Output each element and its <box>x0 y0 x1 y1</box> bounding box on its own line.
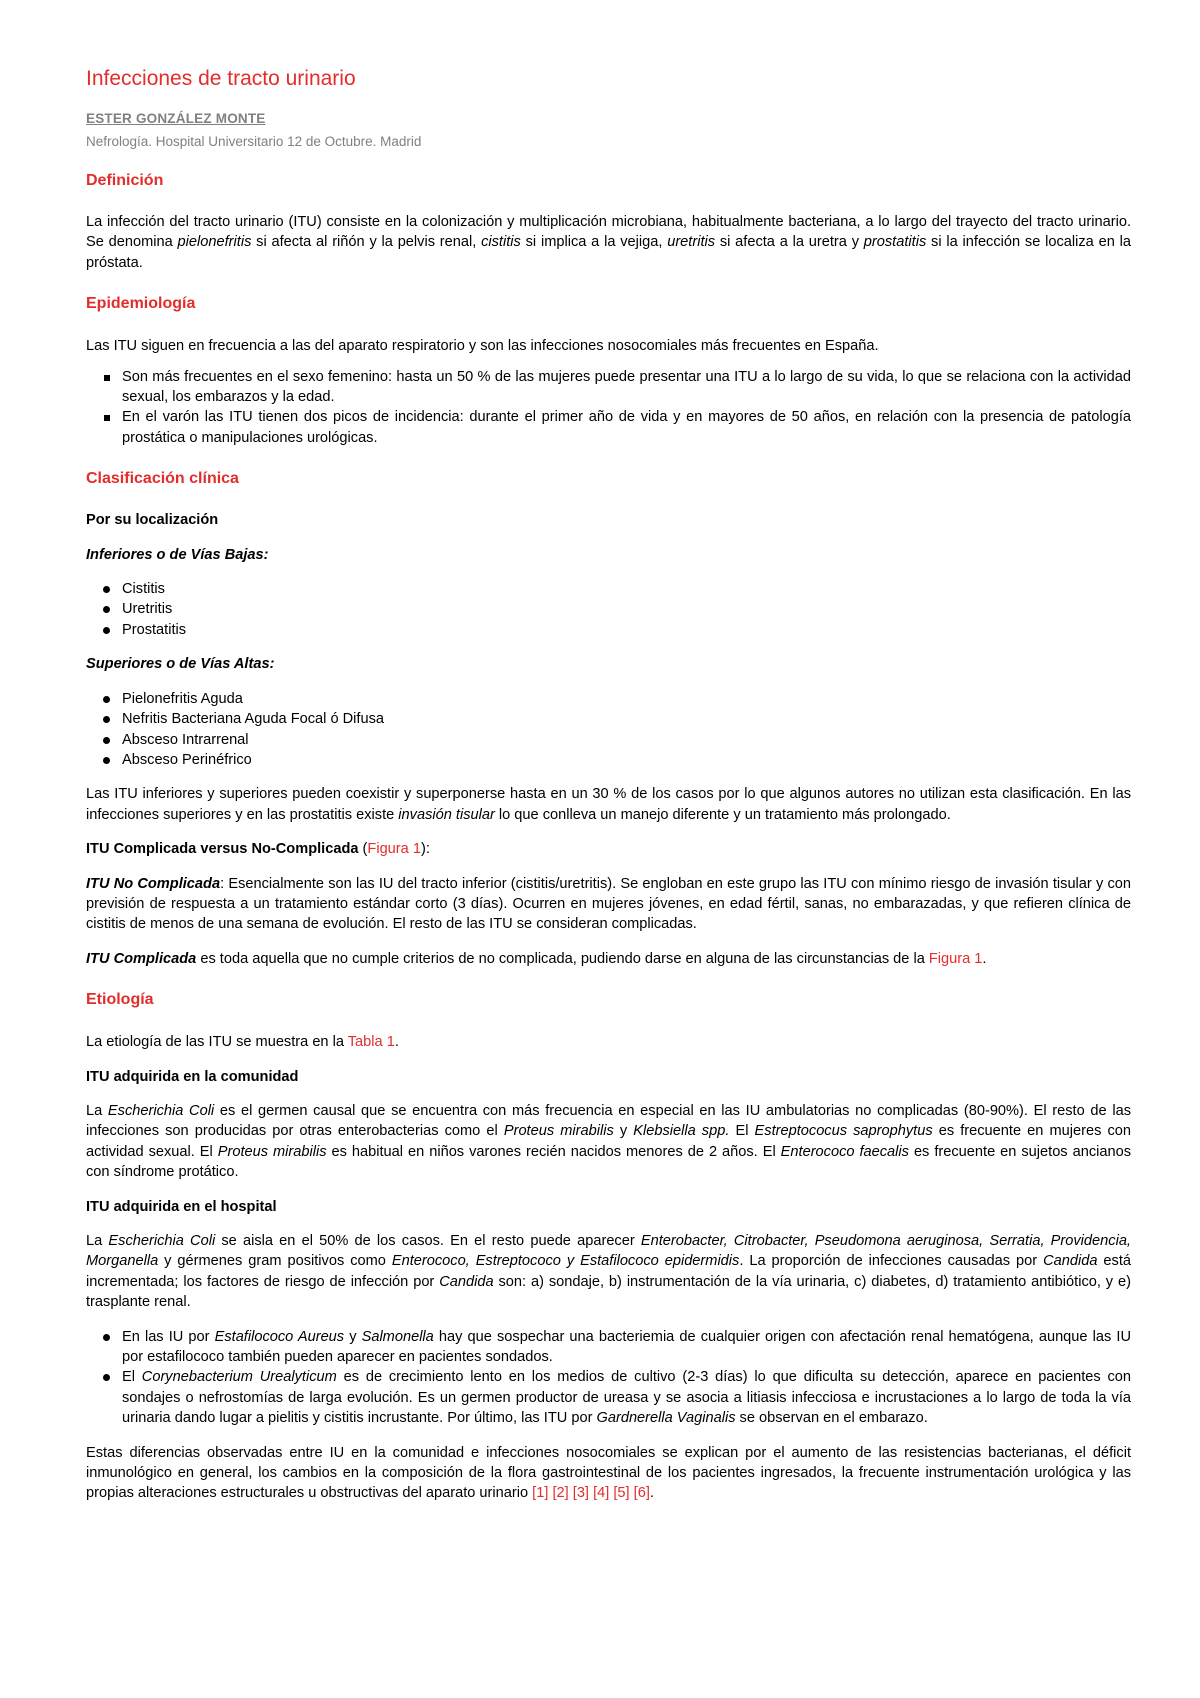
final-paragraph: Estas diferencias observadas entre IU en la comunidad e infecciones nosocomiales se explican por el aumento de las resistencias bacterianas, el déficit inmunológico en general, los cambios en la composición de la flora gastrointestinal de los pacientes ingresados, la frecuente instrumentación urológica y las propias alteraciones estructurales u obstructivas del aparato urinario [1] [2] [3] [4] [5] [6]. <box>86 1444 1131 1502</box>
subheading-por-localizacion: Por su localización <box>86 512 219 529</box>
reference-link[interactable]: [4] <box>593 1485 610 1502</box>
heading-definicion: Definición <box>86 172 164 189</box>
document-page <box>86 66 1131 1504</box>
reference-link[interactable]: [6] <box>633 1485 650 1502</box>
list-item: Pielonefritis Aguda <box>122 689 1131 709</box>
list-item: Uretritis <box>122 599 1131 619</box>
coexistencia-paragraph: Las ITU inferiores y superiores pueden coexistir y superponerse hasta en un 30 % de los casos por lo que algunos autores no utilizan esta clasificación. En las infecciones superiores y en las prostatitis existe invasión tisular lo que conlleva un manejo diferente y un tratamiento más prolongado. <box>86 786 1131 823</box>
list-item: Prostatitis <box>122 620 1131 640</box>
comunidad-paragraph: La Escherichia Coli es el germen causal que se encuentra con más frecuencia en especial en las IU ambulatorias no complicadas (80-90%). El resto de las infecciones son producidas por otras enterobacterias como el Proteus mirabilis y Klebsiella spp. El Estreptococus saprophytus es frecuente en mujeres con actividad sexual. El Proteus mirabilis es habitual en niños varones recién nacidos menores de 2 años. El Enterococo faecalis es frecuente en sujetos ancianos con síndrome protático. <box>86 1102 1132 1181</box>
reference-link[interactable]: [1] <box>532 1485 549 1502</box>
author-name[interactable]: ESTER GONZÁLEZ MONTE <box>86 111 266 126</box>
author-affiliation: Nefrología. Hospital Universitario 12 de Octubre. Madrid <box>86 134 422 149</box>
epidemiologia-paragraph: Las ITU siguen en frecuencia a las del aparato respiratorio y son las infecciones nosocomiales más frecuentes en España. <box>86 338 879 355</box>
hospital-list <box>86 1327 1131 1429</box>
reference-link[interactable]: [2] <box>552 1485 569 1502</box>
list-item: Cistitis <box>122 579 1131 599</box>
subheading-hospital: ITU adquirida en el hospital <box>86 1198 277 1215</box>
list-item: Nefritis Bacteriana Aguda Focal ó Difusa <box>122 709 1131 729</box>
subheading-complicada: ITU Complicada versus No-Complicada (Figura 1): <box>86 841 430 858</box>
list-item: En las IU por Estafilococo Aureus y Salmonella hay que sospechar una bacteriemia de cualquier origen con afectación renal hematógena, aunque las IU por estafilococo también pueden aparecer en pacientes sondados. <box>122 1327 1131 1368</box>
etiologia-intro: La etiología de las ITU se muestra en la Tabla 1. <box>86 1034 399 1051</box>
list-item: Absceso Perinéfrico <box>122 750 1131 770</box>
list-item: En el varón las ITU tienen dos picos de incidencia: durante el primer año de vida y en mayores de 50 años, en relación con la presencia de patología prostática o manipulaciones urológicas. <box>122 407 1131 448</box>
no-complicada-paragraph: ITU No Complicada: Esencialmente son las IU del tracto inferior (cistitis/uretritis). Se engloban en este grupo las ITU con mínimo riesgo de invasión tisular y con previsión de respuesta a un tratamiento estándar corto (3 días). Ocurren en mujeres jóvenes, en edad fértil, sanas, no embarazadas, y que refieren clínica de cistitis de menos de una semana de evolución. El resto de las ITU se consideran complicadas. <box>86 875 1131 933</box>
epidemiologia-list <box>86 367 1131 449</box>
heading-etiologia: Etiología <box>86 991 154 1009</box>
list-item: Absceso Intrarrenal <box>122 730 1131 750</box>
list-item: Son más frecuentes en el sexo femenino: hasta un 50 % de las mujeres puede presentar una ITU a lo largo de su vida, lo que se relaciona con la actividad sexual, los embarazos y la edad. <box>122 367 1131 408</box>
hospital-paragraph: La Escherichia Coli se aisla en el 50% de los casos. En el resto puede aparecer Enterobacter, Citrobacter, Pseudomona aeruginosa, Serratia, Providencia, Morganella y gérmenes gram positivos como Enterococo, Estreptococo y Estafilococo epidermidis. La proporción de infecciones causadas por Candida está incrementada; los factores de riesgo de infección por Candida son: a) sondaje, b) instrumentación de la vía urinaria, c) diabetes, d) tratamiento antibiótico, y e) trasplante renal. <box>86 1233 1132 1311</box>
subheading-comunidad: ITU adquirida en la comunidad <box>86 1068 299 1085</box>
figura-1-link[interactable]: Figura 1 <box>367 841 421 858</box>
complicada-paragraph: ITU Complicada es toda aquella que no cumple criterios de no complicada, pudiendo darse en alguna de las circunstancias de la Figura 1. <box>86 950 987 967</box>
figura-1-link[interactable]: Figura 1 <box>928 950 983 967</box>
heading-clasificacion: Clasificación clínica <box>86 470 239 488</box>
tabla-1-link[interactable]: Tabla 1 <box>347 1034 395 1051</box>
heading-epidemiologia: Epidemiología <box>86 295 196 313</box>
superiores-list <box>86 689 1131 771</box>
definicion-paragraph: La infección del tracto urinario (ITU) consiste en la colonización y multiplicación microbiana, habitualmente bacteriana, a lo largo del trayecto del tracto urinario. Se denomina pielonefritis si afecta al riñón y la pelvis renal, cistitis si implica a la vejiga, uretritis si afecta a la uretra y prostatitis si la infección se localiza en la próstata. <box>86 214 1131 271</box>
reference-link[interactable]: [5] <box>613 1485 630 1502</box>
inferiores-list <box>86 579 1131 640</box>
reference-link[interactable]: [3] <box>572 1485 589 1502</box>
list-item: El Corynebacterium Urealyticum es de crecimiento lento en los medios de cultivo (2-3 días) lo que dificulta su detección, aparece en pacientes con sondajes o nefrostomías de larga evolución. Es un germen productor de ureasa y se asocia a litiasis infecciosa e incrustaciones a lo largo de toda la vía urinaria dando lugar a pielitis y cistitis incrustante. Por último, las ITU por Gardnerella Vaginalis se observan en el embarazo. <box>122 1367 1131 1428</box>
subheading-inferiores: Inferiores o de Vías Bajas: <box>86 546 269 563</box>
subheading-superiores: Superiores o de Vías Altas: <box>86 656 275 673</box>
page-title: Infecciones de tracto urinario <box>86 67 356 90</box>
